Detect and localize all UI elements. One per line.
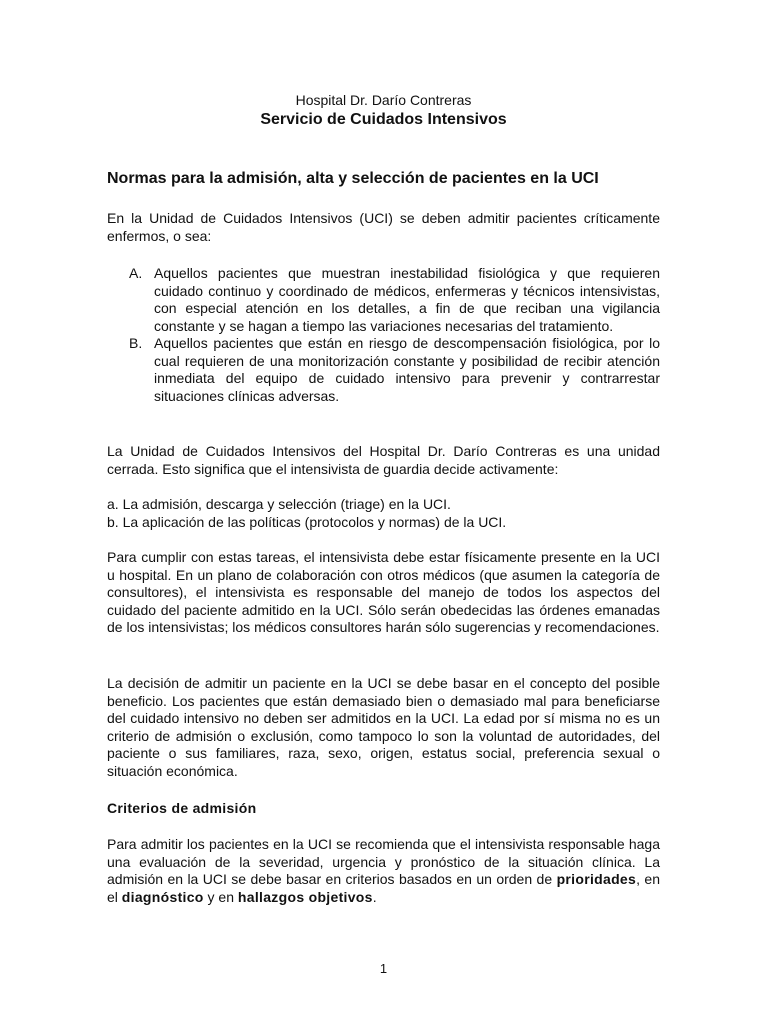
patient-criteria-list bbox=[107, 265, 660, 405]
closed-unit-paragraph: La Unidad de Cuidados Intensivos del Hospital Dr. Darío Contreras es una unidad cerrada. Esto significa que el intensivista de guardia decide activamente: bbox=[107, 443, 660, 477]
criteria-emphasis-hallazgos: hallazgos objetivos bbox=[237, 888, 373, 905]
list-item bbox=[107, 335, 660, 405]
tasks-paragraph: Para cumplir con estas tareas, el intensivista debe estar físicamente presente en la UCI u hospital. En un plano de colaboración con otros médicos (que asumen la categoría de consultores), el intensivista es responsable del manejo de todos los aspectos del cuidado del paciente admitido en la UCI. Sólo serán obedecidas las órdenes emanadas de los intensivistas; los médicos consultores harán sólo sugerencias y recomendaciones. bbox=[107, 549, 660, 635]
hospital-name: Hospital Dr. Darío Contreras bbox=[295, 92, 472, 108]
document-page bbox=[107, 0, 660, 1024]
criteria-emphasis-prioridades: prioridades bbox=[556, 871, 637, 887]
document-title: Normas para la admisión, alta y selección de pacientes en la UCI bbox=[107, 170, 599, 187]
list-marker: B. bbox=[129, 335, 143, 351]
service-name: Servicio de Cuidados Intensivos bbox=[260, 111, 507, 128]
list-item-text: Aquellos pacientes que muestran inestabilidad fisiológica y que requieren cuidado continuo y coordinado de médicos, enfermeras y técnicos intensivistas, con especial atención en los detalles, a fin de que reciban una vigilancia constante y se hagan a tiempo las variaciones necesarias del tratamiento. bbox=[154, 265, 660, 334]
intro-paragraph: En la Unidad de Cuidados Intensivos (UCI) se deben admitir pacientes críticamente enfermos, o sea: bbox=[107, 210, 660, 244]
page-number: 1 bbox=[379, 961, 388, 976]
criteria-text: Para admitir los pacientes en la UCI se recomienda que el intensivista responsable haga una evaluación de la severidad, urgencia y pronóstico de la situación clínica. La admisión en la UCI se debe basar en criterios basados en un orden de bbox=[107, 836, 660, 887]
decisions-list bbox=[107, 496, 660, 531]
criteria-text: , en el bbox=[107, 871, 660, 905]
decision-item: a. La admisión, descarga y selección (triage) en la UCI. bbox=[107, 496, 451, 512]
criteria-heading: Criterios de admisión bbox=[107, 800, 257, 816]
criteria-text: . bbox=[372, 888, 377, 905]
decision-item: b. La aplicación de las políticas (protocolos y normas) de la UCI. bbox=[107, 513, 507, 530]
list-marker: A. bbox=[129, 265, 143, 281]
list-item bbox=[107, 265, 660, 335]
benefit-paragraph: La decisión de admitir un paciente en la UCI se debe basar en el concepto del posible beneficio. Los pacientes que están demasiado bien o demasiado mal para beneficiarse del cuidado intensivo no deben ser admitidos en la UCI. La edad por sí misma no es un criterio de admisión o exclusión, como tampoco lo son la voluntad de autoridades, del paciente o sus familiares, raza, sexo, origen, estatus social, preferencia sexual o situación económica. bbox=[107, 675, 660, 779]
criteria-paragraph bbox=[107, 836, 660, 906]
criteria-text: y en bbox=[203, 888, 238, 905]
criteria-emphasis-diagnostico: diagnóstico bbox=[121, 888, 204, 905]
list-item-text: Aquellos pacientes que están en riesgo de descompensación fisiológica, por lo cual requieren de una monitorización constante y posibilidad de recibir atención inmediata del equipo de cuidado intensivo para prevenir y contrarrestar situaciones clínicas adversas. bbox=[154, 335, 660, 404]
